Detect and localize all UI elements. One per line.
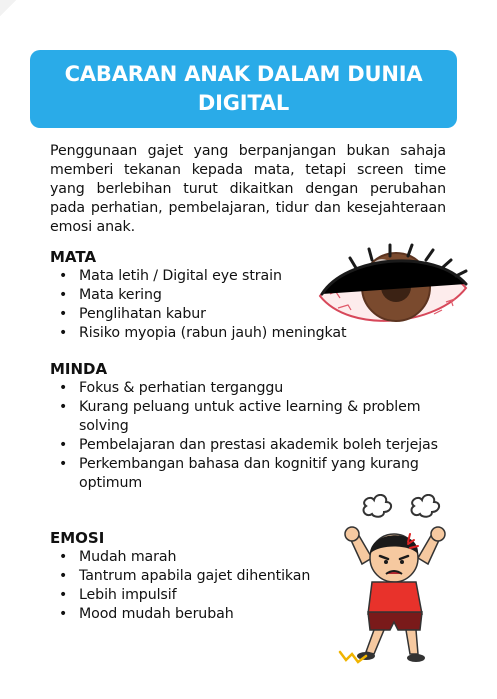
list-item: • Mood mudah berubah	[79, 605, 450, 624]
list-item: • Mudah marah	[79, 548, 450, 567]
list-item: • Mata kering	[79, 286, 450, 305]
section-heading: EMOSI	[50, 529, 105, 547]
list-item: • Mata letih / Digital eye strain	[79, 267, 450, 286]
section-heading: MINDA	[50, 360, 108, 378]
list-item: • Kurang peluang untuk active learning & problem solving	[79, 398, 449, 436]
list-item: • Risiko myopia (rabun jauh) meningkat	[79, 324, 450, 343]
list-item: • Lebih impulsif	[79, 586, 450, 605]
angry-boy-icon	[336, 494, 454, 666]
list-item: • Fokus & perhatian terganggu	[79, 379, 449, 398]
list-item: • Pembelajaran dan prestasi akademik boleh terjejas	[79, 436, 449, 455]
list-item: • Perkembangan bahasa dan kognitif yang kurang optimum	[79, 455, 449, 493]
bloodshot-eye-icon	[316, 242, 472, 334]
title-banner	[30, 50, 457, 128]
section-heading: MATA	[50, 248, 97, 266]
section-minda	[50, 360, 450, 493]
bullet-list	[50, 379, 449, 493]
page-title: CABARAN ANAK DALAM DUNIA DIGITAL	[64, 62, 423, 115]
list-item: • Penglihatan kabur	[79, 305, 450, 324]
page-corner-fold	[0, 0, 16, 16]
list-item: • Tantrum apabila gajet dihentikan	[79, 567, 450, 586]
intro-paragraph: Penggunaan gajet yang berpanjangan bukan sahaja memberi tekanan kepada mata, tetapi screen time yang berlebihan turut dikaitkan dengan perubahan pada perhatian, pembelajaran, tidur dan kesejahteraan emosi anak.	[50, 143, 446, 235]
